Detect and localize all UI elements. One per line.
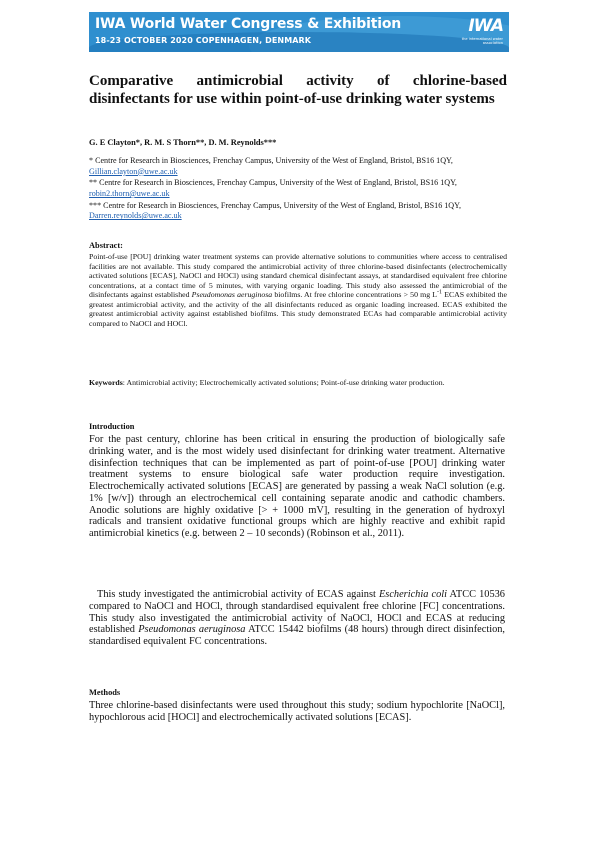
- affiliations: [89, 156, 509, 223]
- paper-title: Comparative antimicrobial activity of chlorine-based disinfectants for use within point-of-use drinking water systems: [89, 73, 507, 107]
- logo-word: IWA: [468, 16, 503, 36]
- affiliation-1: [89, 156, 509, 177]
- affiliation-text: ** Centre for Research in Biosciences, Frenchay Campus, University of the West of England, Bristol, BS16 1QY,: [89, 178, 457, 188]
- introduction-heading: Introduction: [89, 422, 135, 431]
- introduction-paragraph-2: [89, 589, 505, 648]
- paragraph-part: This study investigated the antimicrobial activity of ECAS against: [97, 589, 379, 600]
- conference-banner: [89, 12, 509, 52]
- affiliation-2: [89, 178, 509, 199]
- keywords: [89, 378, 507, 388]
- authors: G. E Clayton*, R. M. S Thorn**, D. M. Reynolds***: [89, 138, 277, 147]
- email-link[interactable]: robin2.thorn@uwe.ac.uk: [89, 188, 170, 198]
- abstract-part: biofilms. At free chlorine concentrations > 50 mg L: [272, 290, 438, 300]
- email-link[interactable]: Gillian.clayton@uwe.ac.uk: [89, 166, 178, 176]
- species-name: Pseudomonas aeruginosa: [138, 624, 246, 636]
- logo-tagline: the international water association: [461, 37, 503, 45]
- banner-subtitle: 18-23 OCTOBER 2020 COPENHAGEN, DENMARK: [95, 36, 312, 45]
- abstract-heading: Abstract:: [89, 241, 123, 250]
- paragraph-part: ATCC 15442 biofilms (48 hours) through direct disinfection, standardised equivalent FC concentrations.: [89, 624, 505, 647]
- affiliation-text: * Centre for Research in Biosciences, Frenchay Campus, University of the West of England, Bristol, BS16 1QY,: [89, 156, 453, 165]
- introduction-paragraph-1: For the past century, chlorine has been critical in ensuring the production of biologically safe drinking water, and is the most widely used disinfectant for drinking water treatment. Alternative disinfection techniques that can be implemented as part of point-of-use [POU] drinking water treatment systems to ensure biological safe water production require investigation. Electrochemically activated solutions [ECAS] are generated by passing a weak NaCl solution (e.g. 1% [w/v]) through an electrochemical cell containing separate anodic and cathodic chambers. Anodic solutions are highly oxidative [> + 1000 mV], resulting in the generation of hydroxyl radicals and transient oxidative functional groups which are highly reactive and exhibit rapid antimicrobial kinetics (e.g. between 2 – 10 seconds) (Robinson et al., 2011).: [89, 434, 505, 539]
- keywords-list: : Antimicrobial activity; Electrochemically activated solutions; Point-of-use drinking water production.: [122, 378, 445, 387]
- methods-heading: Methods: [89, 688, 121, 697]
- abstract-part: Point-of-use [POU] drinking water treatment systems can provide alternative solutions to communities where access to centralised facilities are not available. This study compared the antimicrobial activity of three chlorine-based disinfectants (electrochemically activated solutions [ECAS], NaOCl and HOCl) using standard chemical disinfectant assays, at standardised equivalent free chlorine concentrations, at a contact time of 5 minutes, with varying organic loading. This study also assessed the antimicrobial of the disinfectants against established: [89, 252, 507, 300]
- email-link[interactable]: Darren.reynolds@uwe.ac.uk: [89, 211, 182, 221]
- methods-paragraph-1: Three chlorine-based disinfectants were used throughout this study; sodium hypochlorite [NaOCl], hypochlorous acid [HOCl] and electrochemically activated solutions [ECAS].: [89, 700, 505, 723]
- iwa-logo: [451, 16, 503, 48]
- affiliation-text: *** Centre for Research in Biosciences, Frenchay Campus, University of the West of England, Bristol, BS16 1QY,: [89, 200, 461, 210]
- keywords-label: Keywords: [89, 378, 123, 387]
- abstract-text: [89, 252, 507, 328]
- affiliation-3: [89, 201, 509, 222]
- paragraph-part: ATCC 10536 compared to NaOCl and HOCl, through standardised equivalent free chlorine [FC] concentrations. This study also investigated the antimicrobial activity of NaOCl, HOCl and ECAS at reducing established: [89, 589, 505, 636]
- banner-title: IWA World Water Congress & Exhibition: [95, 16, 402, 32]
- abstract-part: ECAS exhibited the greatest antimicrobial activity, and the activity of the all disinfectants reduced as organic loading increased. ECAS exhibited the greatest antimicrobial activity against established biofilms. This study demonstrated ECAs had comparable antimicrobial activity compared to NaOCl and HOCl.: [89, 290, 507, 328]
- species-name: Pseudomonas aeruginosa: [191, 290, 273, 300]
- unit-superscript: -1: [437, 289, 443, 296]
- species-name: Escherichia coli: [378, 589, 448, 600]
